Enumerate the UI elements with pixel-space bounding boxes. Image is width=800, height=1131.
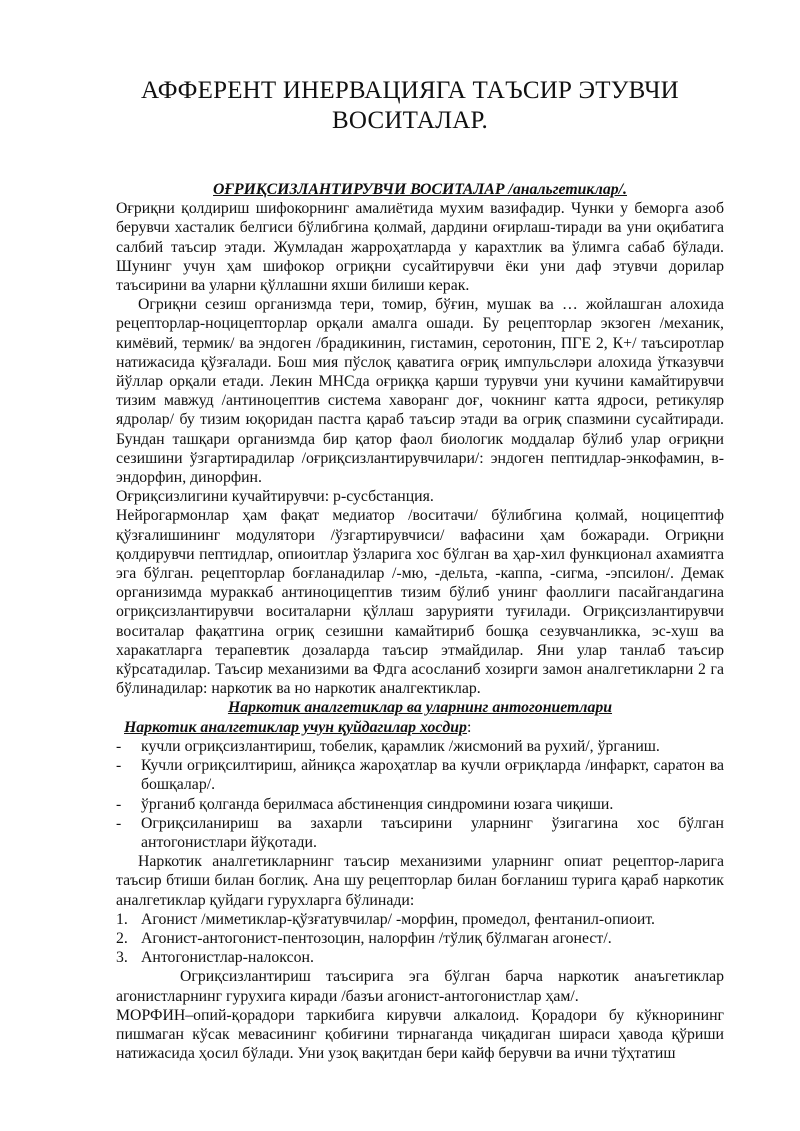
list-item xyxy=(116,737,724,756)
list-item-text: ўрганиб қолганда берилмаса абстиненция синдромини юзага чиқиши. xyxy=(141,795,614,813)
numbered-item xyxy=(116,948,724,967)
item-number: 3. xyxy=(116,949,128,967)
title-line-1: АФФЕРЕНТ ИНЕРВАЦИЯГА ТАЪСИР ЭТУВЧИ xyxy=(141,77,679,104)
title-line-2: ВОСИТАЛАР. xyxy=(332,107,488,134)
numbered-item-text: Агонист /миметиклар-қўзғатувчилар/ -морфин, промедол, фентанил-опиоит. xyxy=(141,910,656,928)
dash-marker: - xyxy=(116,795,122,813)
list-item xyxy=(116,795,724,814)
numbered-item-text: Агонист-антогонист-пентозоцин, налорфин /тўлиқ бўлмаган агонест/. xyxy=(141,929,612,947)
dash-marker: - xyxy=(116,757,122,775)
dash-marker: - xyxy=(116,814,122,832)
document-body xyxy=(116,180,724,1063)
list-item xyxy=(116,814,724,852)
mechanism-paragraph: Наркотик аналгетикларнинг таъсир механизими уларнинг опиат рецептор-ларига таъсир бтиши билан боглиқ. Ана шу рецепторлар билан боғланиш турига қараб наркотик аналгетиклар қуйдаги гурухларга бўлинади: xyxy=(116,853,724,909)
numbered-list xyxy=(116,910,724,968)
item-number: 2. xyxy=(116,929,128,947)
lead-colon: : xyxy=(466,718,472,736)
paragraph-3: Оғриқсизлигини кучайтирувчи: р-сусбстанция. xyxy=(116,488,434,506)
numbered-item xyxy=(116,929,724,948)
paragraph-4: Нейрогармонлар ҳам фақат медиатор /воситачи/ бўлибгина қолмай, ноцицептиф қўзғалишининг модулятори /ўзгартирувчиси/ вафасини ҳам божаради. Огриқни қолдирувчи пептидлар, опиоитлар ўзларига хос бўлган ва ҳар-хил функционал ахамиятга эга бўлган. рецепторлар боғланадилар /-мю, -дельта, -каппа, -сигма, -эпсилон/. Демак организимда мураккаб антиноцицептив тизим бўлиб унинг фаоллиги пасайгандагина огриқсизлантирувчи воситаларни қўллаш зарурияти туғилади. Огриқсизлантирувчи воситалар фақатгина огриқ сезишни камайтириб бошқа сезувчанликка, эс-хуш ва харакатларга терапевтик дозаларда таъсир этмайдилар. Яни улар танлаб таъсир кўрсатадилар. Таъсир механизими ва Фдга асосланиб хозирги замон аналгетикларни 2 га бўлинадилар: наркотик ва но наркотик аналгектиклар. xyxy=(116,507,724,698)
list-item-text: Огриқсиланириш ва захарли таъсирини уларнинг ўзигагина хос бўлган антогонистлари йўқотади. xyxy=(141,814,724,851)
list-item-text: Кучли огриқсилтириш, айниқса жароҳатлар ва кучли оғриқларда /инфаркт, саратон ва бошқалар/. xyxy=(141,757,724,794)
closing-paragraph-1: Огриқсизлантириш таъсирига эга бўлган барча наркотик анаъгетиклар агонистларнинг гурухига киради /базъи агонист-антогонистлар ҳам/. xyxy=(116,968,724,1005)
list-item-text: кучли огриқсизлантириш, тобелик, қарамлик /жисмоний ва рухий/, ўрганиш. xyxy=(141,737,660,755)
list-item xyxy=(116,756,724,794)
dash-marker: - xyxy=(116,737,122,755)
numbered-item xyxy=(116,910,724,929)
paragraph-1: Оғриқни қолдириш шифокорнинг амалиётида мухим вазифадир. Чунки у беморга азоб берувчи хасталик белгиси бўлибгина қолмай, дардини оғирлаш-тиради ва уни оқибатига салбий таъсир этади. Жумладан жарроҳатларда у карахтлик ва ўлимга сабаб бўлади. Шунинг учун ҳам шифокор огриқни сусайтирувчи ёки уни даф этувчи дорилар таъсирини ва уларни қўллашни яхши билиши керак. xyxy=(116,200,724,295)
subsection-heading: Наркотик аналгетиклар ва уларнинг антогониетлари xyxy=(227,699,613,717)
document-title xyxy=(100,76,720,136)
closing-paragraph-2: МОРФИН–опий-қорадори таркибига кирувчи алкалоид. Қорадори бу кўкнорининг пишмаган кўсак мевасининг қобиғини тирнаганда чиқадиган шираси ҳавода қўриши натижасида ҳосил бўлади. Уни узоқ вақитдан бери кайф берувчи ва ични тўҳтатиш xyxy=(116,1006,724,1063)
lead-line xyxy=(116,718,724,737)
dash-list xyxy=(116,737,724,852)
numbered-item-text: Антогонистлар-налоксон. xyxy=(141,949,314,967)
section-heading: ОҒРИҚСИЗЛАНТИРУВЧИ ВОСИТАЛАР /анальгетиклар/. xyxy=(213,181,627,198)
item-number: 1. xyxy=(116,910,128,928)
paragraph-2: Огриқни сезиш организмда тери, томир, бўғин, мушак ва … жойлашган алохида рецепторлар-ноцицепторлар орқали амалга ошади. Бу рецепторлар экзоген /механик, кимёвий, термик/ ва эндоген /брадикинин, гистамин, серотонин, ПГЕ 2, К+/ таъсиротлар натижасида қўзғалади. Бош мия пўслоқ қаватига оғриқ импульсләри алохида ўтказувчи йўллар орқали етади. Лекин МНСда оғриққа қарши турувчи уни кучини камайтирувчи тизим мавжуд /антиноцептив система хаворанг доғ, чокнинг катта ядроси, ретикуляр ядролар/ бу тизим юқоридан пастга қараб таъсир этади ва огриқ спазмини сусайтиради. Бундан ташқари организмда бир қатор фаол биологик моддалар бўлиб улар оғриқни сезишини ўзгартирадилар /оғриқсизлантирувчилари/: эндоген пептидлар-энкофамин, в-эндорфин, динорфин. xyxy=(116,296,724,487)
lead-strong-text: Наркотик аналгетиклар учун қуйдагилар хосдир xyxy=(124,718,467,736)
